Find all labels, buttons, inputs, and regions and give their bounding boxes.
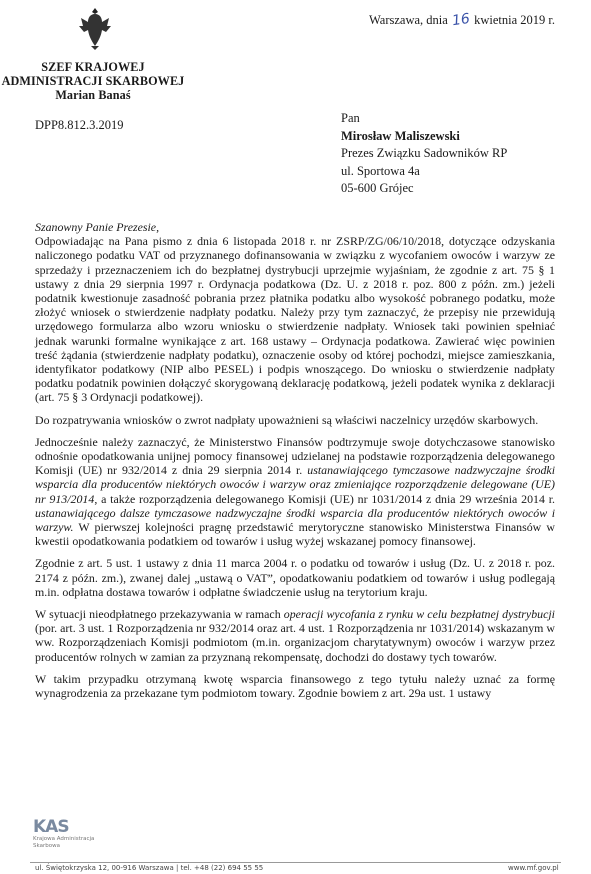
recipient-role: Prezes Związku Sadowników RP (341, 146, 508, 160)
paragraph-3-part-e: W pierwszej kolejności pragnę przedstawić merytoryczne stanowisko Ministerstwa Finansów w kwestii opodatkowania podatkiem od towarów i usług wyżej wskazanej pomocy finansowej. (35, 520, 556, 549)
paragraph-3-part-c: , a także rozporządzenia delegowanego Komisji (UE) nr 1031/2014 z dnia 29 września 2014 r. (94, 491, 556, 506)
paragraph-1: Odpowiadając na Pana pismo z dnia 6 listopada 2018 r. nr ZSRP/ZG/06/10/2018, dotyczące odzyskania naliczonego podatku VAT od przyznanego dofinansowania w związku z wycofaniem owoców i warzyw ze sprzedaży i przeznaczeniem ich do bezpłatnej dystrybucji uprzejmie wyjaśniam, że zgodnie z art. 75 § 1 ustawy z dnia 29 sierpnia 1997 r. Ordynacja podatkowa (Dz. U. z 2018 r. poz. 800 z późn. zm.) jeżeli podatnik kwestionuje zasadność pobrania przez płatnika podatku albo wysokość pobranego podatku, może złożyć wniosek o stwierdzenie nadpłaty podatku. Należy przy tym zaznaczyć, że przepisy nie przewidują urzędowego formularza albo wzoru wniosku o stwierdzenie nadpłaty. Wniosek taki powinien spełniać jednak warunki formalne wynikające z art. 168 ustawy – Ordynacja podatkowa. Zawierać więc powinien treść żądania (stwierdzenie nadpłaty podatku), oznaczenie osoby od której pochodzi, miejsce zamieszkania, identyfikator podatkowy (NIP albo PESEL) i podpis wnoszącego. Do wniosku o stwierdzenie nadpłaty podatku podatnik powinien dołączyć skorygowaną deklarację podatkową, jeżeli podatek wynika z deklaracji (art. 75 § 3 Ordynacji podatkowej). (35, 234, 555, 405)
footer-website[interactable]: www.mf.gov.pl (508, 864, 559, 872)
paragraph-6: W takim przypadku otrzymaną kwotę wsparcia finansowego z tego tytułu należy uznać za formę wynagrodzenia za przekazane tym podmiotom towary. Zgodnie bowiem z art. 29a ust. 1 ustawy (35, 671, 555, 701)
paragraph-4: Zgodnie z art. 5 ust. 1 ustawy z dnia 11 marca 2004 r. o podatku od towarów i usług (Dz. U. z 2018 r. poz. 2174 z późn. zm.), zwanej dalej „ustawą o VAT”, opodatkowaniu podatkiem od towarów i usług podlegają m.in. odpłatna dostawa towarów i odpłatne świadczenie usług na terytorium kraju. (35, 556, 555, 599)
date-prefix: Warszawa, dnia (369, 13, 448, 27)
kas-logo (33, 818, 123, 858)
recipient-salutation-line: Pan (341, 111, 360, 125)
paragraph-5-part-c: (por. art. 3 ust. 1 Rozporządzenia nr 932/2014 oraz art. 4 ust. 1 Rozporządzenia nr 1031/2014) wskazanym w ww. Rozporządzeniach Komisji podmiotom (m.in. organizacjom charytatywnym) owoców i warzyw przez producentów rolnych w zamian za przyznaną rekompensatę, dochodzi do dostawy tych towarów. (35, 621, 555, 664)
paragraph-3-part-a: Jednocześnie należy zaznaczyć, że Ministerstwo Finansów podtrzymuje swoje dotychczasowe stanowisko odnośnie opodatkowania unijnej pomocy finansowej udzielanej na podstawie rozporządzenia delegowanego Komisji (UE) nr 932/2014 z dnia 29 sierpnia 2014 r. (35, 434, 555, 478)
paragraph-5-part-a: W sytuacji nieodpłatnego przekazywania w ramach (35, 607, 281, 622)
recipient-address (341, 110, 507, 198)
paragraph-3-regulation-title-2: ustanawiającego dalsze tymczasowe nadzwyczajne środki wsparcia dla producentów niektórych owoców i warzyw. (35, 505, 555, 535)
office-line-2: ADMINISTRACJI SKARBOWEJ (1, 74, 185, 88)
kas-logo-mark: KAS (33, 817, 69, 837)
paragraph-2: Do rozpatrywania wniosków o zwrot nadpłaty upoważnieni są właściwi naczelnicy urzędów skarbowych. (35, 412, 539, 427)
paragraph-3 (35, 435, 555, 549)
letter-body (35, 220, 555, 708)
kas-logo-caption: Krajowa Administracja Skarbowa (33, 836, 95, 849)
date-day-handwritten: 16 (451, 10, 471, 30)
office-line-1: SZEF KRAJOWEJ (41, 60, 145, 74)
date-suffix: kwietnia 2019 r. (474, 13, 555, 27)
recipient-name: Mirosław Maliszewski (341, 128, 460, 143)
place-date (369, 12, 555, 28)
eagle-emblem-icon (78, 6, 112, 50)
recipient-city: 05-600 Grójec (341, 181, 414, 195)
salutation: Szanowny Panie Prezesie, (35, 220, 160, 234)
footer-address: ul. Świętokrzyska 12, 00-916 Warszawa | tel. +48 (22) 694 55 55 (35, 864, 264, 872)
office-signatory: Marian Banaś (55, 88, 131, 102)
issuing-office (0, 60, 186, 102)
footer-divider (30, 862, 561, 863)
recipient-street: ul. Sportowa 4a (341, 163, 420, 178)
paragraph-5-operation-name: operacji wycofania z rynku w celu bezpłatnej dystrybucji (283, 607, 555, 622)
paragraph-5 (35, 607, 555, 664)
reference-number: DPP8.812.3.2019 (35, 118, 124, 132)
paragraph-3-regulation-title-1: ustanawiającego tymczasowe nadzwyczajne środki wsparcia dla producentów niektórych owoców i warzyw oraz zmieniające rozporządzenie delegowane (UE) nr 913/2014 (35, 463, 556, 506)
